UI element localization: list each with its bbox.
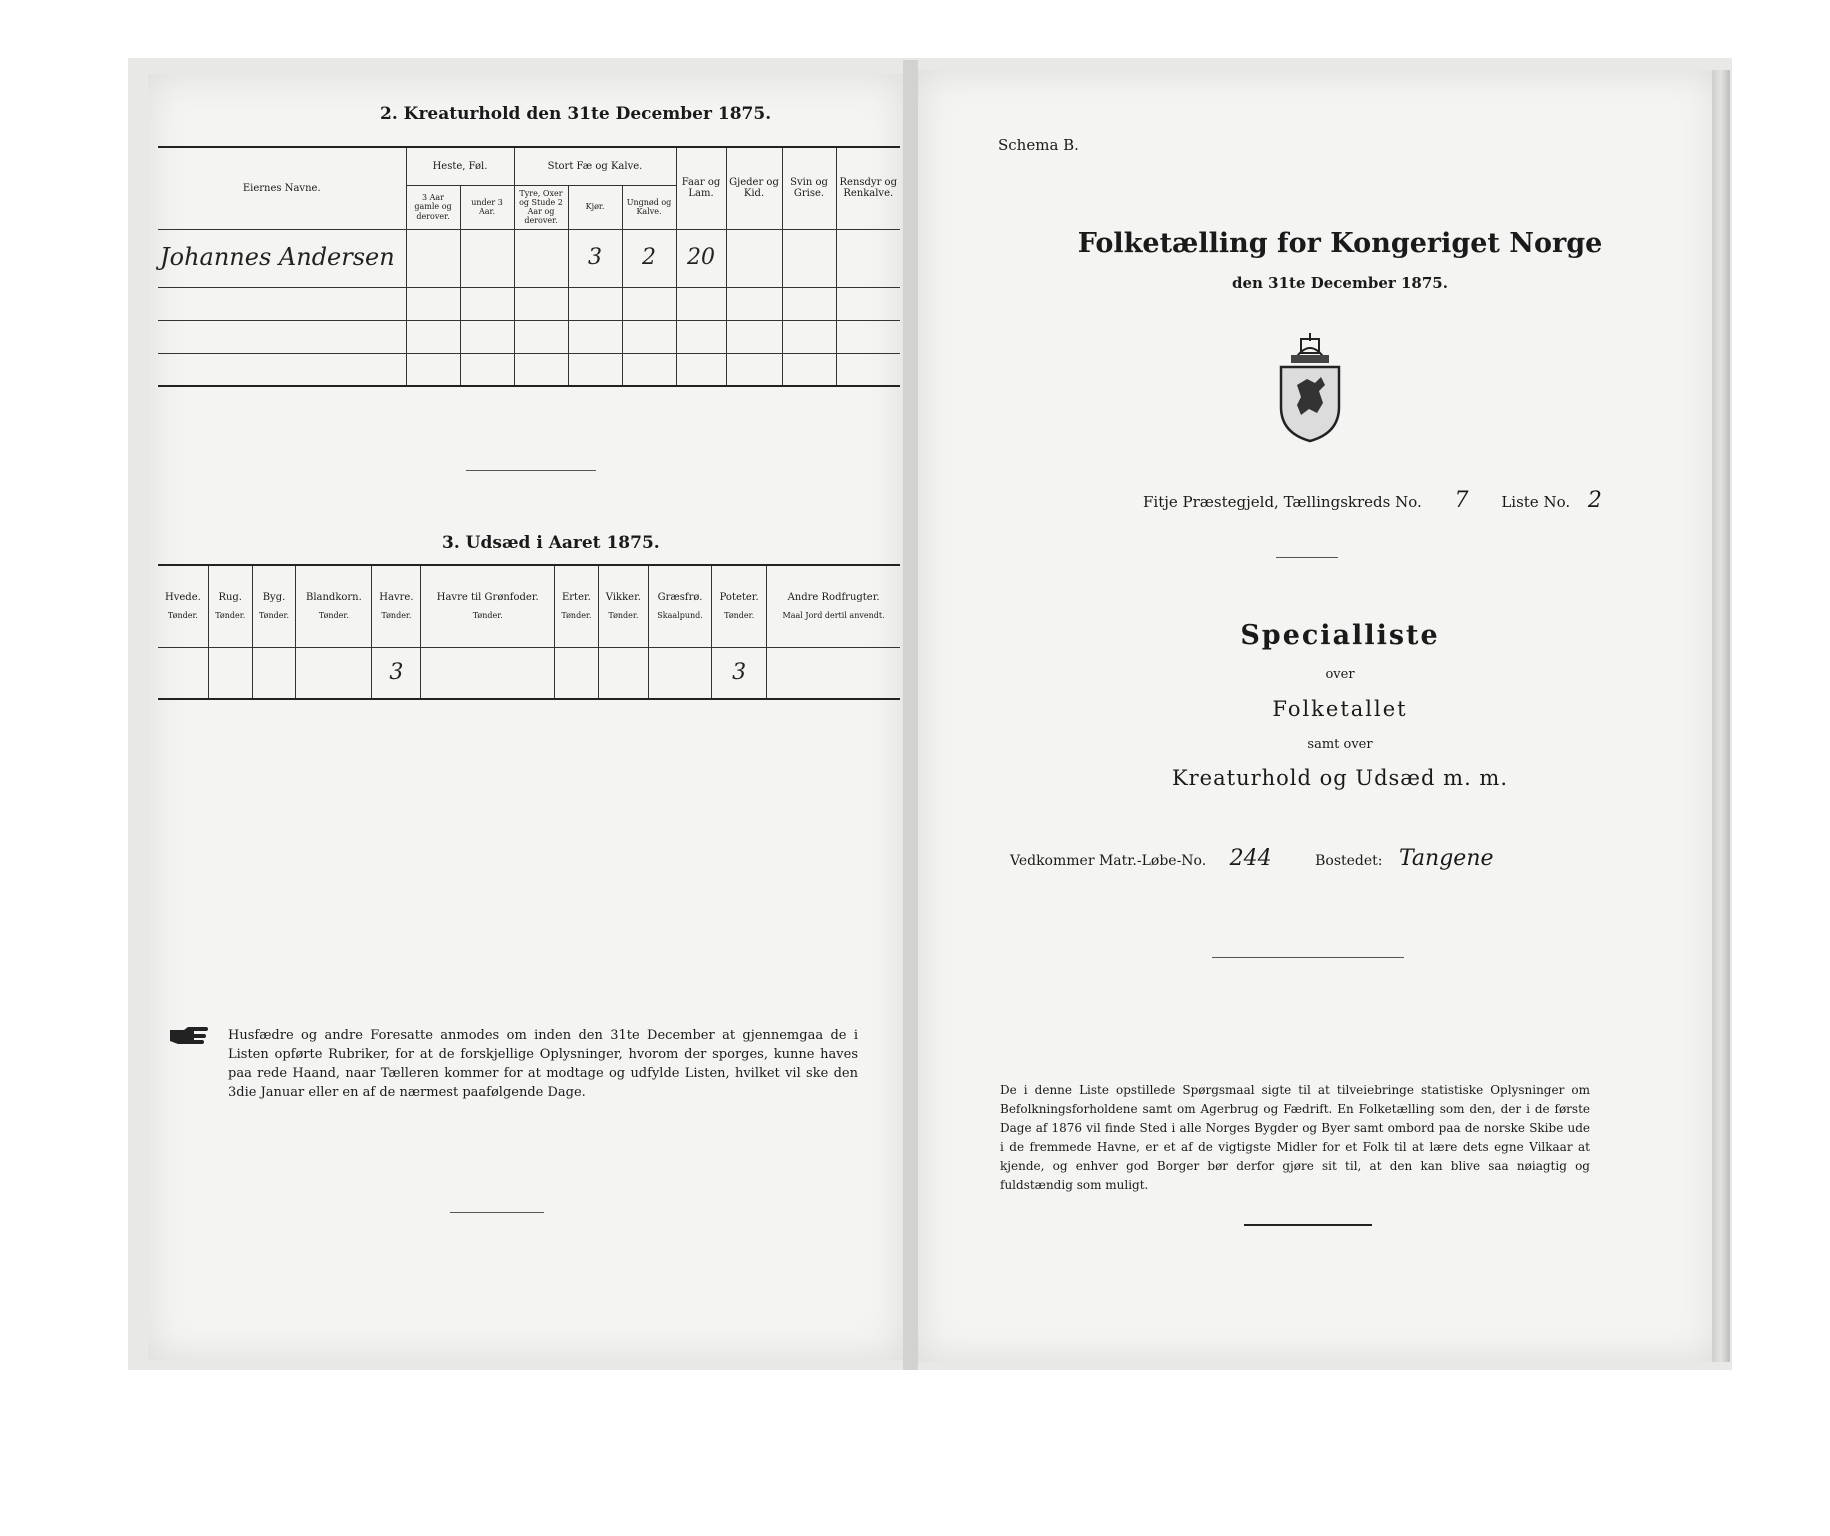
- sowing-col-unit: Tønder.: [215, 611, 246, 621]
- parish-label: Præstegjeld,: [1182, 493, 1279, 511]
- sowing-value: [598, 647, 648, 699]
- heste-3aar-header: 3 Aar gamle og derover.: [406, 185, 460, 229]
- census-title: Folketælling for Kongeriget Norge: [1077, 228, 1603, 259]
- list-label: Liste No.: [1501, 493, 1571, 511]
- sowing-col-unit: Tønder.: [724, 611, 755, 621]
- specialliste-heading: Specialliste: [1240, 620, 1440, 651]
- book-spine: [903, 60, 918, 1370]
- sowing-col-header: [372, 565, 421, 647]
- table-row: [158, 287, 900, 320]
- sowing-col-name: Græsfrø.: [657, 591, 703, 603]
- sowing-col-header: [648, 565, 711, 647]
- schema-label: Schema B.: [998, 136, 1079, 154]
- gjeder-header: Gjeder og Kid.: [726, 147, 782, 229]
- sowing-col-header: [252, 565, 296, 647]
- sowing-value: 3: [372, 647, 421, 699]
- owner-name: Johannes Andersen: [158, 229, 406, 287]
- sowing-value: [296, 647, 372, 699]
- district-label: Tællingskreds No.: [1283, 493, 1422, 511]
- sowing-col-name: Blandkorn.: [305, 591, 362, 603]
- bosted-value: Tangene: [1398, 846, 1494, 871]
- district-number: 7: [1454, 488, 1469, 513]
- kjor-header: Kjør.: [568, 185, 622, 229]
- sowing-title: 3. Udsæd i Aaret 1875.: [442, 533, 660, 553]
- sowing-value: [252, 647, 296, 699]
- faar-header: Faar og Lam.: [676, 147, 726, 229]
- cell-kjor: 3: [568, 229, 622, 287]
- sowing-col-unit: Tønder.: [472, 611, 503, 621]
- sowing-col-name: Vikker.: [605, 591, 641, 603]
- sowing-value: [208, 647, 252, 699]
- table-row: [158, 229, 900, 287]
- sowing-col-header: [421, 565, 555, 647]
- over-label: over: [1325, 667, 1355, 682]
- divider: [466, 470, 596, 471]
- divider: [450, 1212, 544, 1213]
- sowing-col-unit: Tønder.: [608, 611, 639, 621]
- sowing-value: [158, 647, 208, 699]
- svin-header: Svin og Grise.: [782, 147, 836, 229]
- kreaturhold-label: Kreaturhold og Udsæd m. m.: [1171, 766, 1509, 790]
- sowing-col-header: [712, 565, 767, 647]
- sowing-col-name: Poteter.: [719, 591, 759, 603]
- sowing-col-header: [555, 565, 599, 647]
- table-row: [158, 353, 900, 386]
- bosted-label: Bostedet:: [1315, 853, 1383, 869]
- sowing-col-name: Havre.: [379, 591, 414, 603]
- sowing-value: [648, 647, 711, 699]
- sowing-value: 3: [712, 647, 767, 699]
- cell-svin: [782, 229, 836, 287]
- livestock-table: [158, 146, 900, 387]
- sowing-value: [421, 647, 555, 699]
- sowing-col-unit: Tønder.: [318, 611, 349, 621]
- samt-over-label: samt over: [1307, 737, 1373, 752]
- heste-under3-header: under 3 Aar.: [460, 185, 514, 229]
- sowing-col-unit: Maal Jord dertil anvendt.: [782, 611, 885, 621]
- tyre-header: Tyre, Oxer og Stude 2 Aar og derover.: [514, 185, 568, 229]
- sowing-value: [555, 647, 599, 699]
- cell-rensdyr: [836, 229, 900, 287]
- table-row: [158, 647, 900, 699]
- page-edge: [1712, 70, 1730, 1362]
- sowing-col-unit: Tønder.: [167, 611, 198, 621]
- table-row: [158, 320, 900, 353]
- ungnod-header: Ungnød og Kalve.: [622, 185, 676, 229]
- sowing-col-unit: Tønder.: [258, 611, 289, 621]
- livestock-title: 2. Kreaturhold den 31te December 1875.: [380, 104, 772, 124]
- matr-number: 244: [1229, 846, 1272, 871]
- rensdyr-header: Rensdyr og Renkalve.: [836, 147, 900, 229]
- sowing-col-header: [767, 565, 900, 647]
- parish-line: [1143, 488, 1615, 513]
- sowing-col-header: [598, 565, 648, 647]
- divider: [1212, 957, 1404, 958]
- folketallet-label: Folketallet: [1272, 697, 1408, 721]
- cell-heste-3aar: [406, 229, 460, 287]
- cell-gjeder: [726, 229, 782, 287]
- parish-name: Fitje: [1143, 493, 1178, 511]
- sowing-col-name: Rug.: [218, 591, 242, 603]
- cell-ungnod: 2: [622, 229, 676, 287]
- matr-line: [1010, 846, 1494, 871]
- sowing-col-unit: Skaalpund.: [657, 611, 703, 621]
- census-footer-text: De i denne Liste opstillede Spørgsmaal sigte til at tilveiebringe statistiske Oplysninger om Befolkningsforholdene samt om Agerbrug og Fædrift. En Folketælling som den, der i de første Dage af 1876 vil finde Sted i alle Norges Bygder og Byer samt ombord paa de norske Skibe ude i de fremmede Havne, er et af de vigtigste Midler for et Folk til at lære dets egne Vilkaar at kjende, og enhver god Borger bør derfor gjøre sit til, at den kan blive saa nøiagtig og fuldstændig som muligt.: [1000, 1083, 1590, 1192]
- sowing-col-unit: Tønder.: [561, 611, 592, 621]
- divider: [1244, 1224, 1372, 1226]
- sowing-col-header: [158, 565, 208, 647]
- pointing-hand-icon: [168, 1024, 218, 1046]
- census-date: den 31te December 1875.: [1232, 274, 1448, 292]
- sowing-col-name: Erter.: [561, 591, 591, 603]
- divider: [1276, 557, 1338, 558]
- sowing-col-name: Havre til Grønfoder.: [436, 591, 539, 603]
- norway-coat-of-arms-icon: [1273, 333, 1347, 445]
- instruction-note: Husfædre og andre Foresatte anmodes om inden den 31te December at gjennemgaa de i Listen opførte Rubriker, for at de forskjellige Oplysninger, hvorom der sporges, kunne haves paa rede Haand, naar Tælleren kommer for at modtage og udfylde Listen, hvilket vil ske den 3die Januar eller en af de nærmest paafølgende Dage.: [228, 1028, 858, 1100]
- matr-label: Vedkommer Matr.-Løbe-No.: [1010, 853, 1207, 869]
- list-number: 2: [1587, 488, 1602, 513]
- sowing-table: [158, 564, 900, 700]
- owner-header: Eiernes Navne.: [158, 147, 406, 229]
- sowing-col-name: Hvede.: [165, 591, 201, 603]
- stort-fae-group-header: Stort Fæ og Kalve.: [514, 147, 676, 185]
- cell-heste-under3: [460, 229, 514, 287]
- sowing-col-header: [296, 565, 372, 647]
- cell-faar: 20: [676, 229, 726, 287]
- sowing-col-name: Andre Rodfrugter.: [787, 591, 880, 603]
- sowing-value: [767, 647, 900, 699]
- sowing-col-unit: Tønder.: [381, 611, 412, 621]
- sowing-col-name: Byg.: [262, 591, 286, 603]
- sowing-col-header: [208, 565, 252, 647]
- heste-group-header: Heste, Føl.: [406, 147, 514, 185]
- cell-tyre: [514, 229, 568, 287]
